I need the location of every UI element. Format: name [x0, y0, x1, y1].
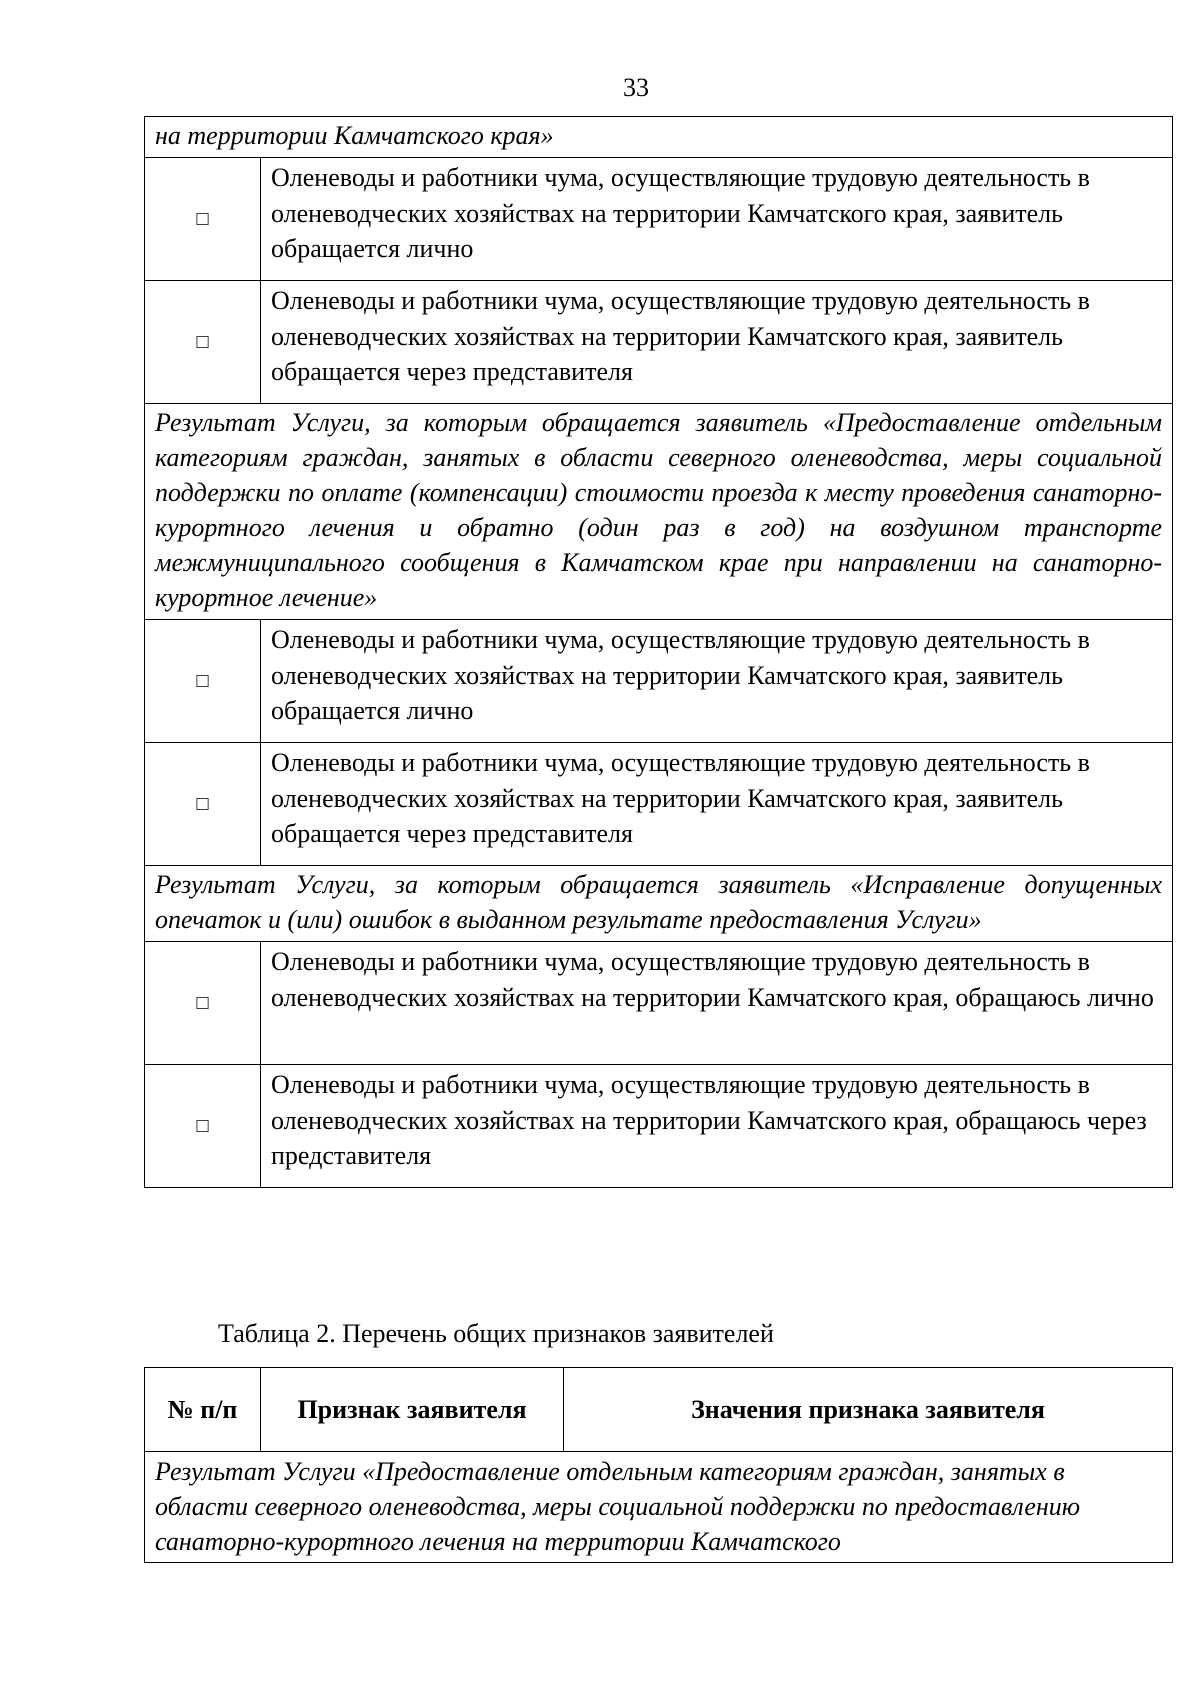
checkbox-cell[interactable]: [145, 743, 261, 866]
checkbox-icon[interactable]: □: [196, 792, 209, 815]
section-row: [145, 1452, 1173, 1563]
checkbox-cell[interactable]: [145, 1065, 261, 1188]
checkbox-icon[interactable]: □: [196, 991, 209, 1014]
option-row: [145, 158, 1173, 281]
section-text: Результат Услуги «Предоставление отдельным категориям граждан, занятых в области северного оленеводства, меры социальной поддержки по предоставлению санаторно-курортного лечения на территории Камчатского: [145, 1452, 1173, 1563]
checkbox-icon[interactable]: □: [196, 330, 209, 353]
option-text: Оленеводы и работники чума, осуществляющие трудовую деятельность в оленеводческих хозяйствах на территории Камчатского края, заявитель обращается через представителя: [261, 743, 1173, 866]
option-text: Оленеводы и работники чума, осуществляющие трудовую деятельность в оленеводческих хозяйствах на территории Камчатского края, заявитель обращается лично: [261, 620, 1173, 743]
page-number: 33: [623, 73, 649, 102]
checkbox-cell[interactable]: [145, 620, 261, 743]
option-row: [145, 281, 1173, 404]
section-row: [145, 117, 1173, 158]
section-text: Результат Услуги, за которым обращается заявитель «Исправление допущенных опечаток и (или) ошибок в выданном результате предоставления Услуги»: [145, 866, 1173, 942]
checkbox-cell[interactable]: [145, 942, 261, 1065]
applicant-features-table: [144, 1367, 1173, 1563]
checkbox-icon[interactable]: □: [196, 207, 209, 230]
table-caption: Таблица 2. Перечень общих признаков заявителей: [218, 1319, 774, 1348]
table-header-row: [145, 1368, 1173, 1452]
option-text: Оленеводы и работники чума, осуществляющие трудовую деятельность в оленеводческих хозяйствах на территории Камчатского края, заявитель обращается через представителя: [261, 281, 1173, 404]
section-text: Результат Услуги, за которым обращается заявитель «Предоставление отдельным категориям граждан, занятых в области северного оленеводства, меры социальной поддержки по оплате (компенсации) стоимости проезда к месту проведения санаторно-курортного лечения и обратно (один раз в год) на воздушном транспорте межмуниципального сообщения в Камчатском крае при направлении на санаторно-курортное лечение»: [145, 404, 1173, 620]
section-text: на территории Камчатского края»: [145, 117, 1173, 158]
header-feature-values: Значения признака заявителя: [564, 1368, 1173, 1452]
option-text: Оленеводы и работники чума, осуществляющие трудовую деятельность в оленеводческих хозяйствах на территории Камчатского края, заявитель обращается лично: [261, 158, 1173, 281]
header-feature: Признак заявителя: [261, 1368, 564, 1452]
applicant-options-table: [144, 116, 1173, 1188]
option-row: [145, 743, 1173, 866]
checkbox-cell[interactable]: [145, 158, 261, 281]
option-text: Оленеводы и работники чума, осуществляющие трудовую деятельность в оленеводческих хозяйствах на территории Камчатского края, обращаюсь лично: [261, 942, 1173, 1065]
section-row: [145, 866, 1173, 942]
option-text: Оленеводы и работники чума, осуществляющие трудовую деятельность в оленеводческих хозяйствах на территории Камчатского края, обращаюсь через представителя: [261, 1065, 1173, 1188]
section-row: [145, 404, 1173, 620]
option-row: [145, 620, 1173, 743]
option-row: [145, 942, 1173, 1065]
checkbox-icon[interactable]: □: [196, 1114, 209, 1137]
checkbox-cell[interactable]: [145, 281, 261, 404]
header-number: № п/п: [145, 1368, 261, 1452]
checkbox-icon[interactable]: □: [196, 669, 209, 692]
option-row: [145, 1065, 1173, 1188]
